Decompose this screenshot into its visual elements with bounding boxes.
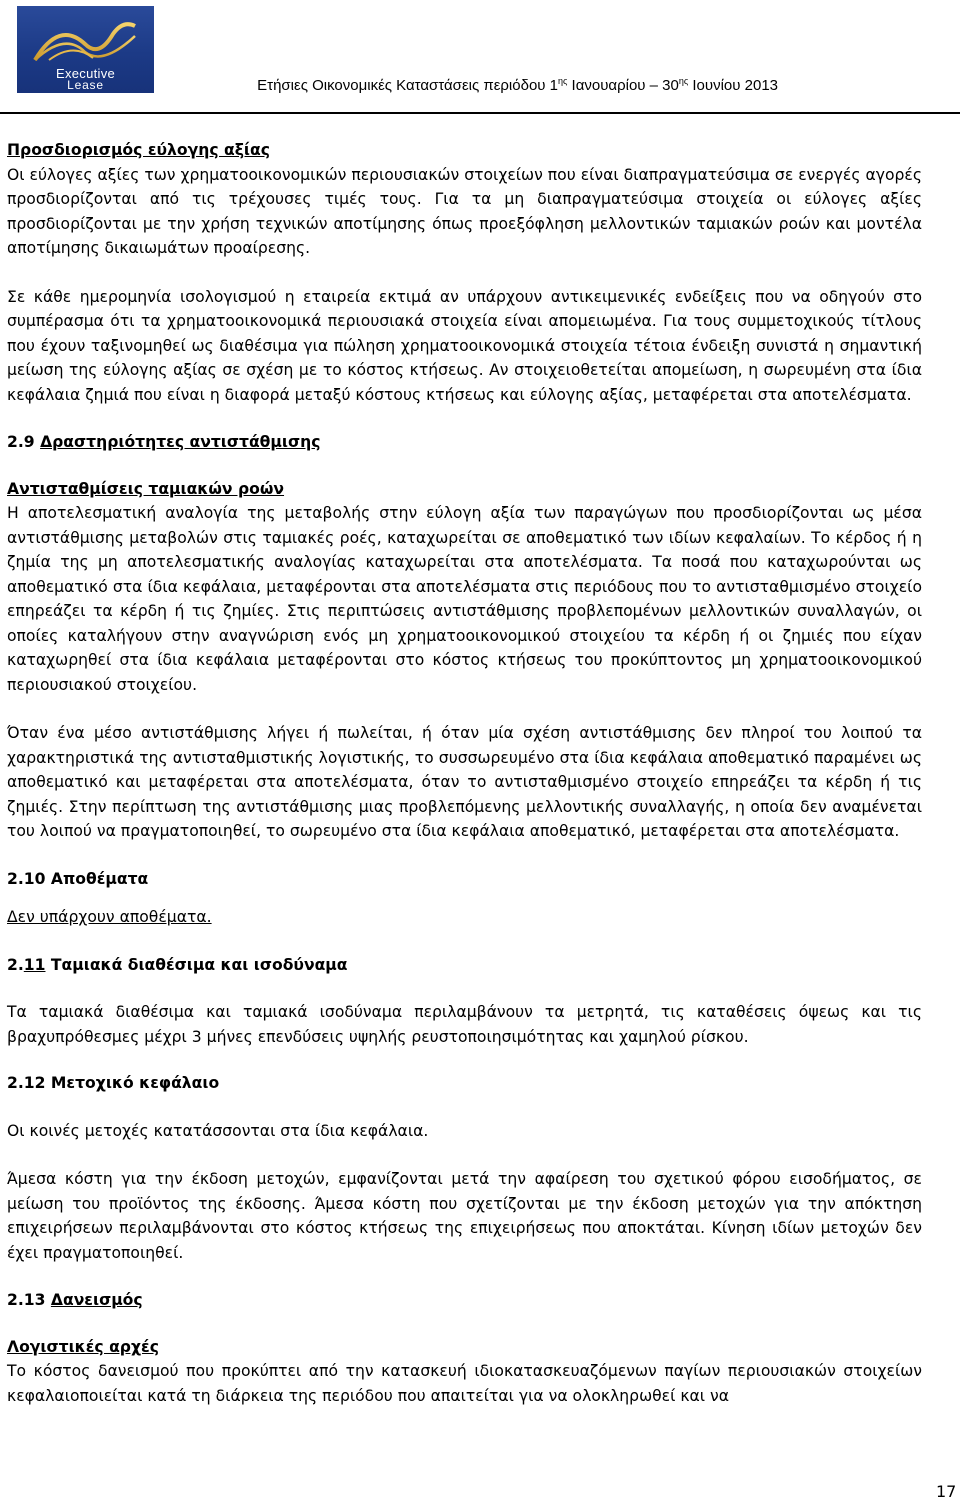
report-header-title: Ετήσιες Οικονομικές Καταστάσεις περιόδου $1^{\eta\varsigma}$ Ιανουαρίου – $30^{\eta\varsigma}$ Ιουνίου 2013 bbox=[257, 76, 778, 94]
cash-paragraph: Τα ταμιακά διαθέσιμα και ταμιακά ισοδύναμα περιλαμβάνουν τα μετρητά, τις καταθέσεις όψεως και τις βραχυπρόθεσμες μέχρι 3 μήνες επενδύσεις υψηλής ρευστοποιησιμότητας και χαμηλού ρίσκου. bbox=[7, 1003, 922, 1046]
hedging-paragraph-2: Όταν ένα μέσο αντιστάθμισης λήγει ή πωλείται, ή όταν μία σχέση αντιστάθμισης δεν πληροί του λοιπού τα χαρακτηριστικά της αντισταθμιστικής λογιστικής, το συσσωρευμένο στα ίδια κεφάλαια αποθεματικό παραμένει ως αποθεματικό και μεταφέρεται στα αποτελέσματα, όταν το αντισταθμισμένο στοιχείο επηρεάζει τα κέρδη ή τις ζημιές. Στην περίπτωση της αντιστάθμισης μιας προβλεπόμενης μελλοντικής συναλλαγής, η οποία δεν αναμένεται του λοιπού να πραγματοποιηθεί, το σωρευμένο στα ίδια κεφάλαια αποθεματικό, μεταφέρεται στα αποτελέσματα. bbox=[7, 724, 922, 840]
fair-value-heading: Προσδιορισμός εύλογης αξίας bbox=[7, 141, 270, 159]
cash-heading: 2.11 Ταμιακά διαθέσιμα και ισοδύναμα bbox=[7, 955, 348, 974]
fair-value-paragraph-1: Οι εύλογες αξίες των χρηματοοικονομικών περιουσιακών στοιχείων που είναι διαπραγματεύσιμα σε ενεργές αγορές προσδιορίζονται από τις τρέχουσες τιμές τους. Για τα μη διαπραγματεύσιμα στοιχεία οι εύλογες αξίες προσδιορίζονται με την χρήση τεχνικών αποτίμησης όπως προεξόφληση μελλοντικών ταμιακών ροών και μοντέλα αποτίμησης δικαιωμάτων προαίρεσης. bbox=[7, 165, 922, 257]
accounting-principles-subheading: Λογιστικές αρχές bbox=[7, 1337, 159, 1356]
hedging-heading: 2.9 Δραστηριότητες αντιστάθμισης bbox=[7, 433, 321, 451]
share-capital-paragraph-2: Άμεσα κόστη για την έκδοση μετοχών, εμφανίζονται μετά την αφαίρεση του σχετικού φόρου εισοδήματος, σε μείωση του προϊόντος της έκδοσης. Άμεσα κόστη που σχετίζονται με την έκδοση μετοχών για την απόκτηση επιχειρήσεων περιλαμβάνονται στο κόστος κτήσεως της επιχειρήσεως που αποκτάται. Κίνηση ιδίων μετοχών δεν έχει πραγματοποιηθεί. bbox=[7, 1170, 922, 1262]
header-divider bbox=[0, 112, 960, 114]
inventories-note: Δεν υπάρχουν αποθέματα. bbox=[7, 908, 212, 926]
inventories-heading: 2.10 Αποθέματα bbox=[7, 869, 149, 888]
executive-lease-logo bbox=[17, 6, 154, 93]
share-capital-paragraph-1: Οι κοινές μετοχές κατατάσσονται στα ίδια κεφάλαια. bbox=[7, 1121, 429, 1140]
page-number: 17 bbox=[936, 1482, 957, 1501]
document-body bbox=[7, 138, 922, 1408]
borrowing-heading: 2.13 Δανεισμός bbox=[7, 1291, 143, 1309]
cash-flow-hedges-subheading: Αντισταθμίσεις ταμιακών ροών bbox=[7, 479, 285, 498]
hedging-paragraph-1: Η αποτελεσματική αναλογία της μεταβολής στην εύλογη αξία των παραγώγων που προσδιορίζονται ως μέσα αντιστάθμισης μεταβολών στις ταμιακές ροές, καταχωρείται σε αποθεματικό των ιδίων κεφαλαίων. Το κέρδος ή η ζημία της μη αποτελεσματικής αναλογίας καταχωρείται στα αποτελέσματα. Τα ποσά που καταχωρούνται ως αποθεματικό στα ίδια κεφάλαια, μεταφέρονται στα αποτελέσματα στις περιόδους που το αντισταθμισμένο στοιχείο επηρεάζει τα κέρδη ή τις ζημίες. Στις περιπτώσεις αντιστάθμισης προβλεπομένων μελλοντικών συναλλαγών, οι οποίες καταλήγουν στην αναγνώριση ενός μη χρηματοοικονομικού στοιχείου τα κέρδη ή οι ζημιές που είχαν καταχωρηθεί στα ίδια κεφάλαια μεταφέρονται στο κόστος κτήσεως του προκύπτοντος μη χρηματοοικονομικού περιουσιακού στοιχείου. bbox=[7, 504, 922, 694]
share-capital-heading: 2.12 Μετοχικό κεφάλαιο bbox=[7, 1074, 220, 1092]
borrowing-paragraph: Το κόστος δανεισμού που προκύπτει από την κατασκευή ιδιοκατασκευαζόμενων παγίων περιουσιακών στοιχείων κεφαλαιοποιείται κατά τη διάρκεια της περιόδου που απαιτείται για να ολοκληρωθεί και να bbox=[7, 1362, 922, 1405]
logo-text-executive: Executive bbox=[55, 66, 116, 81]
logo-emblem-icon bbox=[29, 14, 141, 66]
logo-text-lease: Lease bbox=[67, 78, 104, 92]
fair-value-paragraph-2: Σε κάθε ημερομηνία ισολογισμού η εταιρεία εκτιμά αν υπάρχουν αντικειμενικές ενδείξεις που να οδηγούν στο συμπέρασμα ότι τα χρηματοοικονομικά περιουσιακά στοιχεία είναι απομειωμένα. Για τους συμμετοχικούς τίτλους που έχουν ταξινομηθεί ως διαθέσιμα για πώληση χρηματοοικονομικά στοιχεία τέτοια ένδειξη συνιστά η σημαντική μείωση της εύλογης αξίας σε σχέση με το κόστος κτήσεως. Αν στοιχειοθετείται απομείωση, η σωρευμένη στα ίδια κεφάλαια ζημιά που είναι η διαφορά μεταξύ κόστους κτήσεως και εύλογης αξίας, μεταφέρεται στα αποτελέσματα. bbox=[7, 287, 922, 404]
